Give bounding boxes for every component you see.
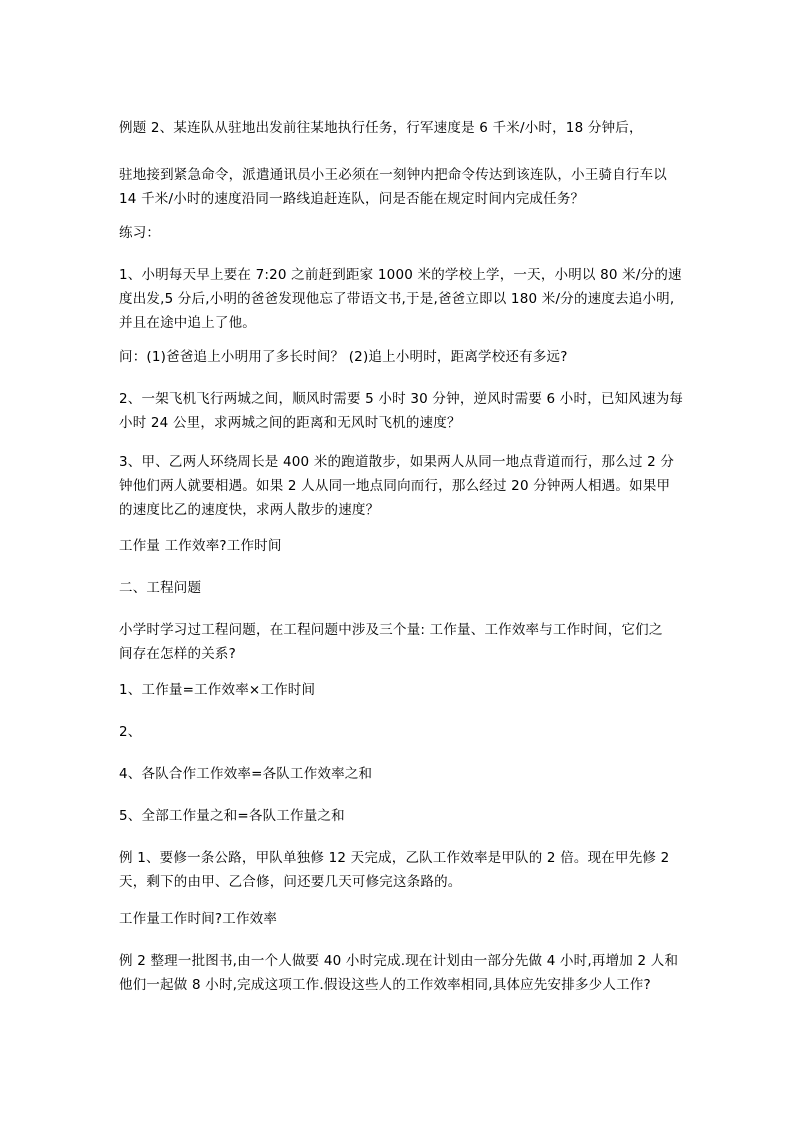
- text-line: 1、工作量=工作效率×工作时间: [119, 682, 316, 698]
- text-line: 练习：: [119, 225, 161, 241]
- text-line: 2、: [119, 724, 142, 740]
- text-line: 例 2 整理一批图书,由一个人做要 40 小时完成.现在计划由一部分先做 4 小时,再增加 2 人和: [119, 953, 679, 969]
- text-line: 间存在怎样的关系?: [119, 646, 236, 662]
- text-line: 问：(1)爸爸追上小明用了多长时间？ (2)追上小明时，距离学校还有多远?: [119, 349, 568, 365]
- text-line: 例 1、要修一条公路，甲队单独修 12 天完成，乙队工作效率是甲队的 2 倍。现在甲先修 2: [119, 850, 670, 866]
- text-line: 度出发,5 分后,小明的爸爸发现他忘了带语文书,于是,爸爸立即以 180 米/分的速度去追小明,: [119, 291, 675, 307]
- exercise-1-question: [119, 345, 679, 369]
- text-line: 他们一起做 8 小时,完成这项工作.假设这些人的工作效率相同,具体应先安排多少人工作?: [119, 977, 651, 993]
- exercise-3: [119, 450, 679, 522]
- text-line: 的速度比乙的速度快，求两人散步的速度？: [119, 502, 380, 518]
- section-heading-engineering: [119, 576, 679, 600]
- text-line: 例题 2、某连队从驻地出发前往某地执行任务，行军速度是 6 千米/小时，18 分钟后，: [119, 120, 643, 136]
- rule-2: [119, 720, 679, 744]
- text-line: 天，剩下的由甲、乙合修，问还要几天可修完这条路的。: [119, 874, 462, 890]
- text-line: 5、全部工作量之和=各队工作量之和: [119, 808, 345, 824]
- exercise-2: [119, 387, 684, 435]
- formula-line-2: [119, 907, 679, 931]
- text-line: 1、小明每天早上要在 7:20 之前赶到距家 1000 米的学校上学，一天，小明以 80 米/分的速: [119, 267, 682, 283]
- text-line: 并且在途中追上了他。: [119, 315, 256, 331]
- exercise-heading: [119, 221, 679, 245]
- text-line: 14 千米/小时的速度沿同一路线追赶连队，问是否能在规定时间内完成任务？: [119, 191, 585, 207]
- text-line: 钟他们两人就要相遇。如果 2 人从同一地点同向而行，那么经过 20 分钟两人相遇。如果甲: [119, 478, 671, 494]
- example-2-intro: [119, 116, 679, 140]
- rule-1: [119, 678, 679, 702]
- text-line: 驻地接到紧急命令，派遣通讯员小王必须在一刻钟内把命令传达到该连队，小王骑自行车以: [119, 167, 667, 183]
- rule-5: [119, 804, 679, 828]
- text-line: 4、各队合作工作效率=各队工作效率之和: [119, 766, 373, 782]
- text-line: 工作量 工作效率?工作时间: [119, 538, 282, 554]
- rule-4: [119, 762, 679, 786]
- example-1: [119, 846, 679, 894]
- text-line: 3、甲、乙两人环绕周长是 400 米的跑道散步，如果两人从同一地点背道而行，那么过 2 分: [119, 454, 675, 470]
- text-line: 二、工程问题: [119, 580, 202, 596]
- exercise-1: [119, 263, 682, 335]
- engineering-intro: [119, 618, 679, 666]
- example-2-books: [119, 949, 679, 997]
- text-line: 小时 24 公里，求两城之间的距离和无风时飞机的速度？: [119, 415, 461, 431]
- text-line: 工作量工作时间?工作效率: [119, 911, 278, 927]
- text-line: 小学时学习过工程问题，在工程问题中涉及三个量: 工作量、工作效率与工作时间，它们之: [119, 622, 663, 638]
- text-line: 2、一架飞机飞行两城之间，顺风时需要 5 小时 30 分钟，逆风时需要 6 小时，已知风速为每: [119, 391, 684, 407]
- example-2-body: [119, 163, 679, 211]
- formula-line-1: [119, 534, 679, 558]
